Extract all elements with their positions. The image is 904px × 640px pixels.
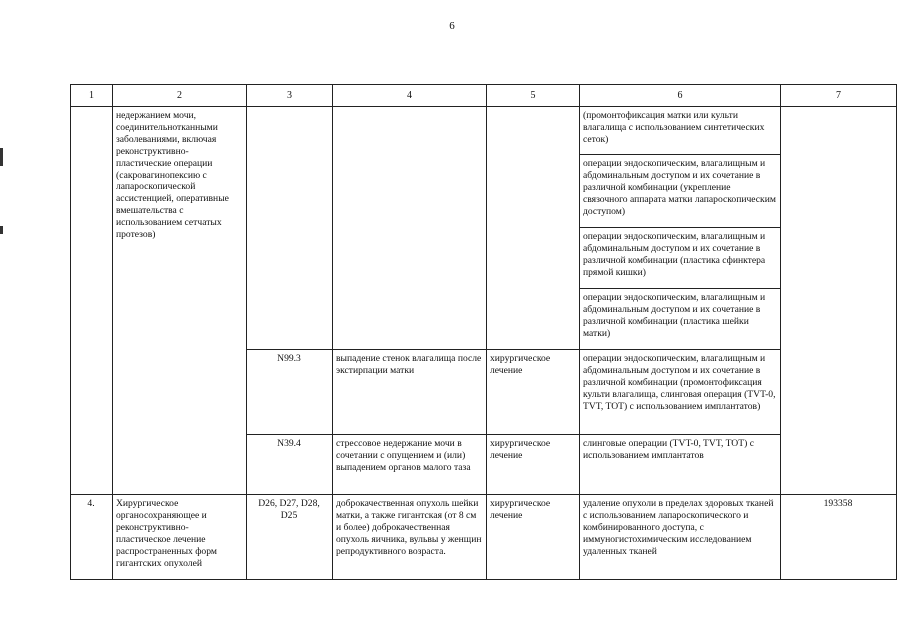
treatment-method-cell: операции эндоскопическим, влагалищным и абдоминальным доступом и их сочетание в различной комбинации (укрепление связочного аппарата матки лапароскопическим доступом) [580, 155, 781, 228]
scan-edge-mark [0, 148, 3, 166]
scan-edge-mark [0, 226, 3, 234]
treatment-method-cell: (промонтофиксация матки или культи влагалища с использованием синтетических сеток) [580, 107, 781, 155]
medical-care-table [70, 84, 897, 580]
treatment-type-cell: хирургическое лечение [487, 350, 580, 435]
care-type-cell: Хирургическое органосохраняющее и реконструктивно-пластическое лечение распространенных форм гигантских опухолей [113, 495, 247, 580]
patient-model-cell [333, 107, 487, 350]
column-number-cell: 6 [580, 85, 781, 107]
treatment-method-cell: слинговые операции (TVT-0, TVT, TOT) с использованием имплантатов [580, 435, 781, 495]
row-number-cell [71, 107, 113, 495]
cost-cell [781, 107, 897, 495]
diagnosis-code-cell: N99.3 [247, 350, 333, 435]
treatment-type-cell: хирургическое лечение [487, 495, 580, 580]
diagnosis-code-cell: D26, D27, D28, D25 [247, 495, 333, 580]
diagnosis-code-cell [247, 107, 333, 350]
treatment-type-cell [487, 107, 580, 350]
treatment-method-cell: операции эндоскопическим, влагалищным и абдоминальным доступом и их сочетание в различной комбинации (пластика шейки матки) [580, 289, 781, 350]
treatment-type-cell: хирургическое лечение [487, 435, 580, 495]
treatment-method-cell: удаление опухоли в пределах здоровых тканей с использованием лапароскопического и комбинированного доступа, с иммуногистохимическим исследованием удаленных тканей [580, 495, 781, 580]
column-number-cell: 5 [487, 85, 580, 107]
patient-model-cell: выпадение стенок влагалища после экстирпации матки [333, 350, 487, 435]
column-number-cell: 3 [247, 85, 333, 107]
table-header-row [71, 85, 897, 107]
table-row [71, 495, 897, 580]
column-number-cell: 2 [113, 85, 247, 107]
treatment-method-cell: операции эндоскопическим, влагалищным и абдоминальным доступом и их сочетание в различной комбинации (промонтофиксация культи влагалища, слинговая операция (TVT-0, TVT, TOT) с использованием имплантатов) [580, 350, 781, 435]
diagnosis-code-cell: N39.4 [247, 435, 333, 495]
row-number-cell: 4. [71, 495, 113, 580]
cost-cell: 193358 [781, 495, 897, 580]
care-type-cell: недержанием мочи, соединительнотканными заболеваниями, включая реконструктивно-пластические операции (сакровагинопексию с лапароскопической ассистенцией, оперативные вмешательства с использованием сетчатых протезов) [113, 107, 247, 495]
patient-model-cell: доброкачественная опухоль шейки матки, а также гигантская (от 8 см и более) доброкачественная опухоль яичника, вульвы у женщин репродуктивного возраста. [333, 495, 487, 580]
column-number-cell: 7 [781, 85, 897, 107]
column-number-cell: 4 [333, 85, 487, 107]
treatment-method-cell: операции эндоскопическим, влагалищным и абдоминальным доступом и их сочетание в различной комбинации (пластика сфинктера прямой кишки) [580, 228, 781, 289]
table-row [71, 107, 897, 155]
page-number: 6 [449, 20, 455, 32]
patient-model-cell: стрессовое недержание мочи в сочетании с опущением и (или) выпадением органов малого таза [333, 435, 487, 495]
column-number-cell: 1 [71, 85, 113, 107]
